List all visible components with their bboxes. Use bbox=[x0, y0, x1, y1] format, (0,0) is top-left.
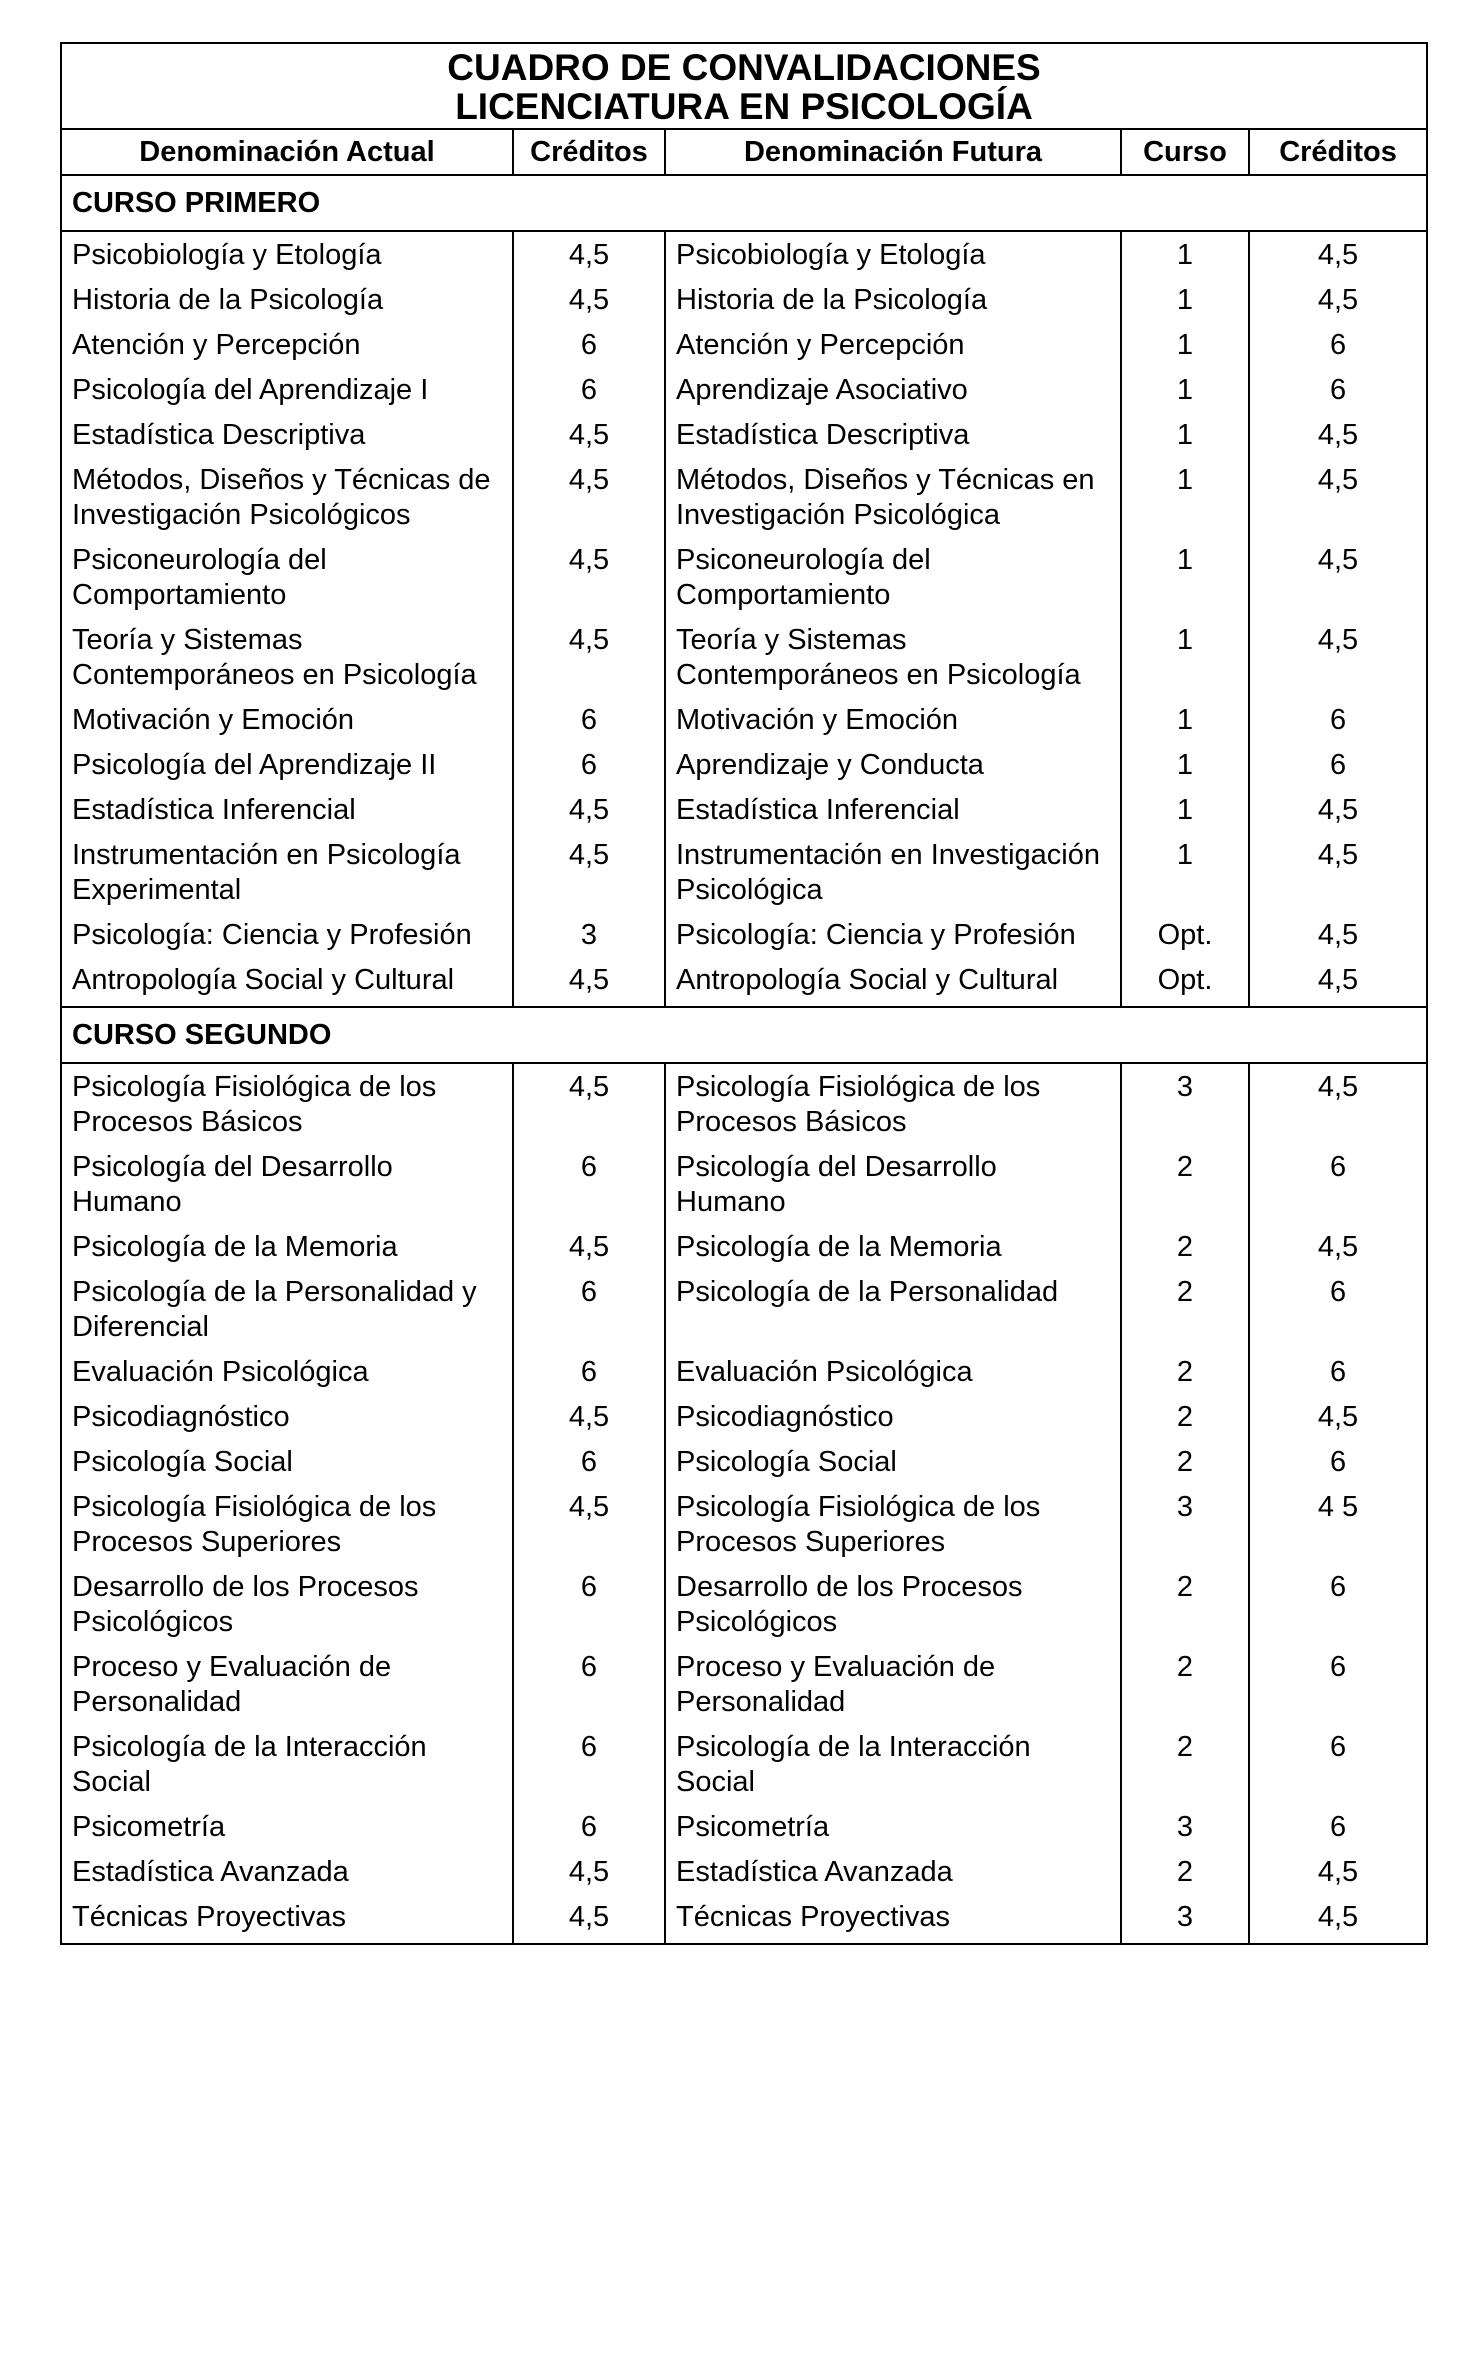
denominacion-futura-cell: Antropología Social y Cultural bbox=[665, 957, 1121, 1007]
creditos-futura-cell: 4,5 bbox=[1249, 1894, 1427, 1944]
denominacion-futura-cell: Psicobiología y Etología bbox=[665, 231, 1121, 277]
table-row bbox=[61, 537, 1427, 617]
creditos-actual-cell: 4,5 bbox=[513, 277, 665, 322]
denominacion-futura-cell: Psicología de la Interacción Social bbox=[665, 1724, 1121, 1804]
denominacion-actual-cell: Desarrollo de los Procesos Psicológicos bbox=[72, 1571, 419, 1638]
denominacion-actual-cell: Métodos, Diseños y Técnicas de Investigación Psicológicos bbox=[72, 464, 491, 531]
denominacion-actual-cell: Estadística Avanzada bbox=[72, 1856, 349, 1888]
curso-cell: 2 bbox=[1121, 1144, 1249, 1224]
denominacion-futura-cell: Teoría y Sistemas Contemporáneos en Psicología bbox=[665, 617, 1121, 697]
denominacion-actual-cell: Psicología del Desarrollo Humano bbox=[72, 1151, 393, 1218]
curso-cell: 1 bbox=[1121, 742, 1249, 787]
creditos-futura-cell: 4,5 bbox=[1249, 231, 1427, 277]
creditos-actual-cell: 6 bbox=[513, 697, 665, 742]
table-row bbox=[61, 1644, 1427, 1724]
table-body bbox=[61, 175, 1427, 1944]
denominacion-actual-cell: Psicología Fisiológica de los Procesos Superiores bbox=[72, 1491, 437, 1558]
section-row bbox=[61, 1007, 1427, 1063]
creditos-futura-cell: 4,5 bbox=[1249, 537, 1427, 617]
denominacion-futura-cell: Psicodiagnóstico bbox=[665, 1394, 1121, 1439]
section-row bbox=[61, 175, 1427, 231]
denominacion-actual-cell: Psicología Social bbox=[72, 1446, 293, 1478]
table-row bbox=[61, 1484, 1427, 1564]
denominacion-futura-cell: Desarrollo de los Procesos Psicológicos bbox=[665, 1564, 1121, 1644]
creditos-futura-cell: 6 bbox=[1249, 742, 1427, 787]
curso-cell: 1 bbox=[1121, 412, 1249, 457]
table-row bbox=[61, 1349, 1427, 1394]
creditos-actual-cell: 4,5 bbox=[513, 537, 665, 617]
curso-cell: 1 bbox=[1121, 277, 1249, 322]
creditos-actual-cell: 3 bbox=[513, 912, 665, 957]
denominacion-actual-cell: Estadística Inferencial bbox=[72, 794, 356, 826]
denominacion-futura-cell: Estadística Descriptiva bbox=[665, 412, 1121, 457]
denominacion-actual-cell: Atención y Percepción bbox=[72, 329, 361, 361]
denominacion-futura-cell: Psicología: Ciencia y Profesión bbox=[665, 912, 1121, 957]
table-row bbox=[61, 1394, 1427, 1439]
denominacion-actual-cell: Instrumentación en Psicología Experimental bbox=[72, 839, 461, 906]
denominacion-actual-cell: Psicobiología y Etología bbox=[72, 239, 382, 271]
curso-cell: 2 bbox=[1121, 1269, 1249, 1349]
curso-cell: 3 bbox=[1121, 1063, 1249, 1144]
table-row bbox=[61, 1063, 1427, 1144]
creditos-actual-cell: 6 bbox=[513, 1144, 665, 1224]
creditos-futura-cell: 4,5 bbox=[1249, 457, 1427, 537]
creditos-futura-cell: 4,5 bbox=[1249, 1394, 1427, 1439]
title-line-1: CUADRO DE CONVALIDACIONES bbox=[447, 47, 1041, 88]
creditos-actual-cell: 6 bbox=[513, 1439, 665, 1484]
creditos-futura-cell: 6 bbox=[1249, 1804, 1427, 1849]
header-creditos-actual: Créditos bbox=[513, 129, 665, 175]
table-row bbox=[61, 957, 1427, 1007]
curso-cell: Opt. bbox=[1121, 957, 1249, 1007]
curso-cell: 2 bbox=[1121, 1394, 1249, 1439]
curso-cell: 2 bbox=[1121, 1564, 1249, 1644]
curso-cell: 2 bbox=[1121, 1644, 1249, 1724]
table-row bbox=[61, 457, 1427, 537]
denominacion-actual-cell: Motivación y Emoción bbox=[72, 704, 355, 736]
denominacion-futura-cell: Psiconeurología del Comportamiento bbox=[665, 537, 1121, 617]
creditos-futura-cell: 6 bbox=[1249, 322, 1427, 367]
creditos-actual-cell: 4,5 bbox=[513, 412, 665, 457]
table-row bbox=[61, 412, 1427, 457]
creditos-actual-cell: 6 bbox=[513, 1804, 665, 1849]
table-row bbox=[61, 617, 1427, 697]
header-creditos-futura: Créditos bbox=[1249, 129, 1427, 175]
header-denominacion-futura: Denominación Futura bbox=[665, 129, 1121, 175]
denominacion-actual-cell: Historia de la Psicología bbox=[72, 284, 384, 316]
creditos-futura-cell: 4,5 bbox=[1249, 617, 1427, 697]
denominacion-actual-cell: Psicología del Aprendizaje II bbox=[72, 749, 437, 781]
denominacion-futura-cell: Estadística Inferencial bbox=[665, 787, 1121, 832]
denominacion-futura-cell: Psicología de la Personalidad bbox=[665, 1269, 1121, 1349]
creditos-actual-cell: 6 bbox=[513, 1644, 665, 1724]
denominacion-futura-cell: Estadística Avanzada bbox=[665, 1849, 1121, 1894]
table-row bbox=[61, 1804, 1427, 1849]
curso-cell: 2 bbox=[1121, 1349, 1249, 1394]
curso-cell: 2 bbox=[1121, 1224, 1249, 1269]
curso-cell: 1 bbox=[1121, 537, 1249, 617]
denominacion-futura-cell: Atención y Percepción bbox=[665, 322, 1121, 367]
creditos-futura-cell: 4,5 bbox=[1249, 412, 1427, 457]
table-row bbox=[61, 322, 1427, 367]
denominacion-futura-cell: Aprendizaje Asociativo bbox=[665, 367, 1121, 412]
denominacion-futura-cell: Psicología de la Memoria bbox=[665, 1224, 1121, 1269]
denominacion-actual-cell: Estadística Descriptiva bbox=[72, 419, 366, 451]
curso-cell: 1 bbox=[1121, 787, 1249, 832]
table-title bbox=[61, 43, 1427, 129]
table-row bbox=[61, 742, 1427, 787]
denominacion-actual-cell: Técnicas Proyectivas bbox=[72, 1901, 346, 1933]
creditos-futura-cell: 6 bbox=[1249, 367, 1427, 412]
creditos-futura-cell: 6 bbox=[1249, 1349, 1427, 1394]
creditos-actual-cell: 6 bbox=[513, 1564, 665, 1644]
curso-cell: 1 bbox=[1121, 697, 1249, 742]
table-row bbox=[61, 367, 1427, 412]
curso-cell: 2 bbox=[1121, 1724, 1249, 1804]
creditos-futura-cell: 4,5 bbox=[1249, 1224, 1427, 1269]
creditos-futura-cell: 4,5 bbox=[1249, 1063, 1427, 1144]
denominacion-futura-cell: Aprendizaje y Conducta bbox=[665, 742, 1121, 787]
denominacion-futura-cell: Técnicas Proyectivas bbox=[665, 1894, 1121, 1944]
creditos-actual-cell: 6 bbox=[513, 742, 665, 787]
curso-cell: 3 bbox=[1121, 1894, 1249, 1944]
creditos-futura-cell: 4 5 bbox=[1249, 1484, 1427, 1564]
curso-cell: 2 bbox=[1121, 1849, 1249, 1894]
table-row bbox=[61, 697, 1427, 742]
table-row bbox=[61, 1724, 1427, 1804]
creditos-actual-cell: 4,5 bbox=[513, 1484, 665, 1564]
curso-cell: Opt. bbox=[1121, 912, 1249, 957]
header-row bbox=[61, 129, 1427, 175]
denominacion-futura-cell: Historia de la Psicología bbox=[665, 277, 1121, 322]
creditos-actual-cell: 4,5 bbox=[513, 617, 665, 697]
table-row bbox=[61, 231, 1427, 277]
table-row bbox=[61, 277, 1427, 322]
table-row bbox=[61, 1269, 1427, 1349]
creditos-actual-cell: 4,5 bbox=[513, 957, 665, 1007]
table-row bbox=[61, 1144, 1427, 1224]
table-row bbox=[61, 912, 1427, 957]
table-row bbox=[61, 787, 1427, 832]
curso-cell: 2 bbox=[1121, 1439, 1249, 1484]
curso-cell: 1 bbox=[1121, 322, 1249, 367]
denominacion-actual-cell: Psicología Fisiológica de los Procesos Básicos bbox=[72, 1071, 437, 1138]
denominacion-actual-cell: Psicología del Aprendizaje I bbox=[72, 374, 429, 406]
curso-cell: 1 bbox=[1121, 832, 1249, 912]
table-row bbox=[61, 1564, 1427, 1644]
denominacion-actual-cell: Psicometría bbox=[72, 1811, 226, 1843]
creditos-actual-cell: 4,5 bbox=[513, 1224, 665, 1269]
curso-cell: 1 bbox=[1121, 457, 1249, 537]
creditos-futura-cell: 4,5 bbox=[1249, 1849, 1427, 1894]
denominacion-futura-cell: Evaluación Psicológica bbox=[665, 1349, 1121, 1394]
denominacion-actual-cell: Psiconeurología del Comportamiento bbox=[72, 544, 327, 611]
creditos-actual-cell: 6 bbox=[513, 1724, 665, 1804]
header-denominacion-actual: Denominación Actual bbox=[61, 129, 513, 175]
curso-cell: 3 bbox=[1121, 1484, 1249, 1564]
convalidation-document bbox=[60, 42, 1426, 1945]
curso-cell: 1 bbox=[1121, 231, 1249, 277]
denominacion-actual-cell: Psicodiagnóstico bbox=[72, 1401, 290, 1433]
header-curso: Curso bbox=[1121, 129, 1249, 175]
denominacion-futura-cell: Instrumentación en Investigación Psicológica bbox=[665, 832, 1121, 912]
creditos-futura-cell: 6 bbox=[1249, 1564, 1427, 1644]
creditos-actual-cell: 4,5 bbox=[513, 1063, 665, 1144]
denominacion-actual-cell: Proceso y Evaluación de Personalidad bbox=[72, 1651, 392, 1718]
creditos-futura-cell: 4,5 bbox=[1249, 277, 1427, 322]
denominacion-futura-cell: Psicometría bbox=[665, 1804, 1121, 1849]
creditos-futura-cell: 6 bbox=[1249, 1144, 1427, 1224]
denominacion-futura-cell: Motivación y Emoción bbox=[665, 697, 1121, 742]
creditos-actual-cell: 4,5 bbox=[513, 787, 665, 832]
denominacion-futura-cell: Psicología del Desarrollo Humano bbox=[665, 1144, 1121, 1224]
creditos-actual-cell: 4,5 bbox=[513, 231, 665, 277]
denominacion-actual-cell: Antropología Social y Cultural bbox=[72, 964, 455, 996]
convalidation-table bbox=[60, 42, 1428, 1945]
section-label: CURSO SEGUNDO bbox=[61, 1007, 1427, 1063]
denominacion-actual-cell: Psicología de la Memoria bbox=[72, 1231, 398, 1263]
curso-cell: 3 bbox=[1121, 1804, 1249, 1849]
denominacion-actual-cell: Teoría y Sistemas Contemporáneos en Psicología bbox=[72, 624, 477, 691]
creditos-futura-cell: 6 bbox=[1249, 1644, 1427, 1724]
curso-cell: 1 bbox=[1121, 617, 1249, 697]
denominacion-futura-cell: Métodos, Diseños y Técnicas en Investigación Psicológica bbox=[665, 457, 1121, 537]
table-row bbox=[61, 1224, 1427, 1269]
creditos-futura-cell: 6 bbox=[1249, 697, 1427, 742]
creditos-actual-cell: 4,5 bbox=[513, 1849, 665, 1894]
denominacion-actual-cell: Psicología de la Personalidad y Diferencial bbox=[72, 1276, 477, 1343]
denominacion-actual-cell: Psicología: Ciencia y Profesión bbox=[72, 919, 472, 951]
table-row bbox=[61, 1894, 1427, 1944]
creditos-actual-cell: 6 bbox=[513, 1349, 665, 1394]
denominacion-futura-cell: Psicología Fisiológica de los Procesos Básicos bbox=[665, 1063, 1121, 1144]
creditos-actual-cell: 6 bbox=[513, 1269, 665, 1349]
creditos-futura-cell: 4,5 bbox=[1249, 957, 1427, 1007]
creditos-actual-cell: 4,5 bbox=[513, 1394, 665, 1439]
creditos-futura-cell: 4,5 bbox=[1249, 787, 1427, 832]
creditos-futura-cell: 6 bbox=[1249, 1439, 1427, 1484]
denominacion-actual-cell: Psicología de la Interacción Social bbox=[72, 1731, 427, 1798]
creditos-actual-cell: 4,5 bbox=[513, 832, 665, 912]
table-row bbox=[61, 832, 1427, 912]
curso-cell: 1 bbox=[1121, 367, 1249, 412]
creditos-actual-cell: 4,5 bbox=[513, 457, 665, 537]
creditos-futura-cell: 4,5 bbox=[1249, 912, 1427, 957]
denominacion-futura-cell: Psicología Fisiológica de los Procesos Superiores bbox=[665, 1484, 1121, 1564]
denominacion-actual-cell: Evaluación Psicológica bbox=[72, 1356, 369, 1388]
creditos-actual-cell: 4,5 bbox=[513, 1894, 665, 1944]
title-line-2: LICENCIATURA EN PSICOLOGÍA bbox=[455, 86, 1033, 127]
denominacion-futura-cell: Proceso y Evaluación de Personalidad bbox=[665, 1644, 1121, 1724]
creditos-futura-cell: 6 bbox=[1249, 1269, 1427, 1349]
creditos-actual-cell: 6 bbox=[513, 367, 665, 412]
creditos-futura-cell: 6 bbox=[1249, 1724, 1427, 1804]
denominacion-futura-cell: Psicología Social bbox=[665, 1439, 1121, 1484]
table-row bbox=[61, 1849, 1427, 1894]
table-row bbox=[61, 1439, 1427, 1484]
section-label: CURSO PRIMERO bbox=[61, 175, 1427, 231]
creditos-futura-cell: 4,5 bbox=[1249, 832, 1427, 912]
creditos-actual-cell: 6 bbox=[513, 322, 665, 367]
